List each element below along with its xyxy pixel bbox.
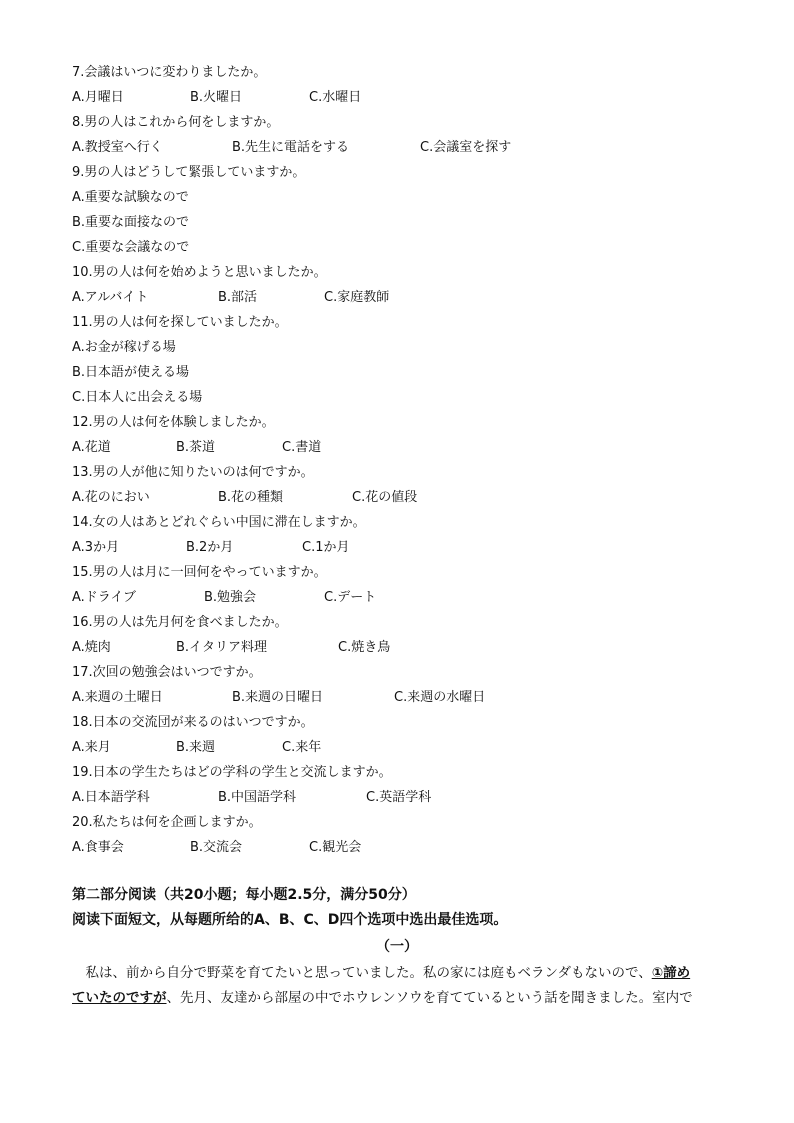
passage-number: （一） [376, 939, 418, 955]
underlined-phrase-1: ①諦め [651, 965, 691, 981]
passage-line-2: ていたのですが、先月、友達から部屋の中でホウレンソウを育てているという話を聞きました。室内で [72, 990, 693, 1006]
option-b: B.中国語学科 [218, 790, 297, 805]
question-15: 15.男の人は月に一回何をやっていますか。 [72, 565, 327, 580]
option-c: C.来年 [282, 740, 322, 755]
question-17: 17.次回の勉強会はいつですか。 [72, 665, 262, 680]
option-a: A.3か月 [72, 540, 120, 555]
question-19: 19.日本の学生たちはどの学科の学生と交流しますか。 [72, 765, 392, 780]
question-16: 16.男の人は先月何を食べましたか。 [72, 615, 288, 630]
option-c: C.花の値段 [352, 490, 418, 505]
question-20: 20.私たちは何を企画しますか。 [72, 815, 262, 830]
option-c: C.焼き鳥 [338, 640, 391, 655]
option-a: A.月曜日 [72, 90, 124, 105]
option-b: B.来週の日曜日 [232, 690, 324, 705]
option-b: B.2か月 [186, 540, 234, 555]
option-b: B.先生に電話をする [232, 140, 350, 155]
option-a: A.ドライブ [72, 590, 137, 605]
option-b: B.部活 [218, 290, 258, 305]
option-c: C.観光会 [309, 840, 362, 855]
passage-line-1: 私は、前から自分で野菜を育てたいと思っていました。私の家には庭もベランダもないので、①諦め [85, 965, 691, 981]
question-13: 13.男の人が他に知りたいのは何ですか。 [72, 465, 314, 480]
option-a: A.食事会 [72, 840, 124, 855]
option-c: C.デート [324, 590, 377, 605]
option-c: C.来週の水曜日 [394, 690, 486, 705]
question-7: 7.会議はいつに変わりましたか。 [72, 65, 267, 80]
option-c: C.日本人に出会える場 [72, 390, 203, 405]
option-a: A.花のにおい [72, 490, 150, 505]
option-b: B.交流会 [190, 840, 243, 855]
question-14: 14.女の人はあとどれぐらい中国に滞在しますか。 [72, 515, 366, 530]
option-b: B.来週 [176, 740, 216, 755]
underlined-phrase-1-cont: ていたのですが [72, 990, 167, 1006]
question-12: 12.男の人は何を体験しましたか。 [72, 415, 275, 430]
option-a: A.教授室へ行く [72, 140, 163, 155]
option-b: B.日本語が使える場 [72, 365, 190, 380]
option-a: A.来週の土曜日 [72, 690, 163, 705]
option-b: B.火曜日 [190, 90, 243, 105]
option-b: B.重要な面接なので [72, 215, 190, 230]
option-c: C.家庭教師 [324, 290, 390, 305]
option-c: C.1か月 [302, 540, 350, 555]
question-11: 11.男の人は何を探していましたか。 [72, 315, 288, 330]
question-9: 9.男の人はどうして緊張していますか。 [72, 165, 306, 180]
option-b: B.茶道 [176, 440, 216, 455]
question-18: 18.日本の交流団が来るのはいつですか。 [72, 715, 314, 730]
reading-passage [72, 961, 724, 1011]
option-a: A.日本語学科 [72, 790, 150, 805]
option-c: C.重要な会議なので [72, 240, 190, 255]
option-a: A.花道 [72, 440, 111, 455]
section-heading: 第二部分阅读（共20小题；每小题2.5分，满分50分） [72, 887, 416, 903]
option-a: A.お金が稼げる場 [72, 340, 176, 355]
option-a: A.アルバイト [72, 290, 149, 305]
option-b: B.花の種類 [218, 490, 284, 505]
option-b: B.イタリア料理 [176, 640, 268, 655]
option-a: A.来月 [72, 740, 111, 755]
option-c: C.書道 [282, 440, 322, 455]
section-instruction: 阅读下面短文，从每题所给的A、B、C、D四个选项中选出最佳选项。 [72, 912, 508, 928]
option-a: A.焼肉 [72, 640, 111, 655]
question-10: 10.男の人は何を始めようと思いましたか。 [72, 265, 327, 280]
option-a: A.重要な試験なので [72, 190, 189, 205]
question-8: 8.男の人はこれから何をしますか。 [72, 115, 280, 130]
option-c: C.英語学科 [366, 790, 432, 805]
option-c: C.水曜日 [309, 90, 362, 105]
option-b: B.勉強会 [204, 590, 257, 605]
option-c: C.会議室を探す [420, 140, 512, 155]
